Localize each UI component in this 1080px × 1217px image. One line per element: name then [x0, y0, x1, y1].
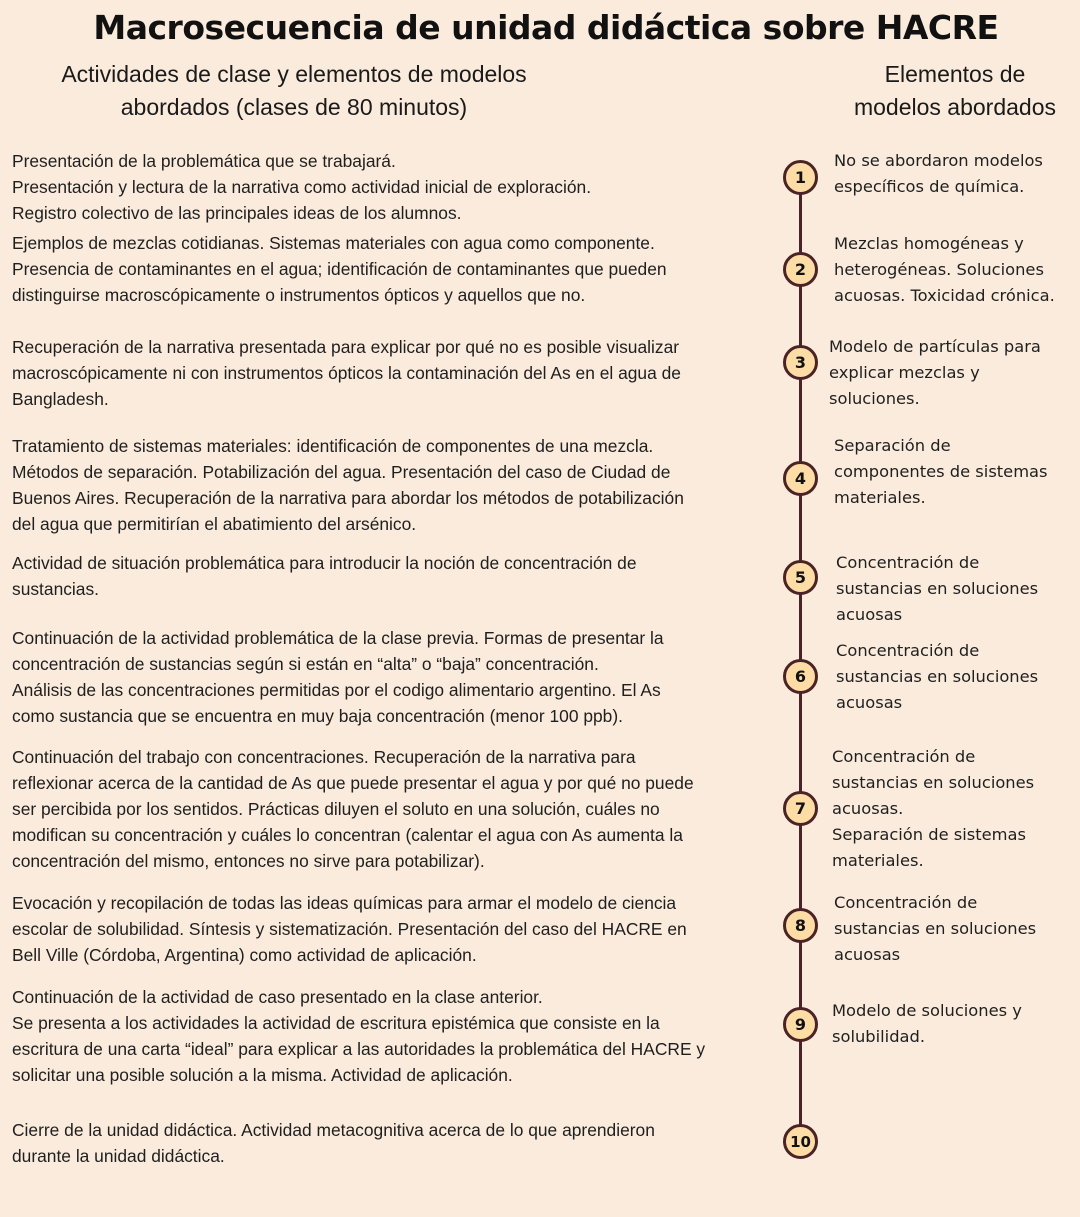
class-activity-7: Continuación del trabajo con concentraciones. Recuperación de la narrativa para reflexionar acerca de la cantidad de As que puede presentar el agua y por qué no puede ser percibida por los sentidos. Prácticas diluyen el soluto en una solución, cuáles no modifican su concentración y cuáles lo concentran (calentar el agua con As aumenta la concentración del mismo, entonces no sirve para potabilizar).	[12, 747, 694, 871]
class-number-badge-2: 2	[783, 252, 818, 287]
class-models-5: Concentración de sustancias en soluciones acuosas	[836, 553, 1039, 624]
activities-column-header: Actividades de clase y elementos de modelos abordados (clases de 80 minutos)	[61, 61, 527, 120]
class-activity-5: Actividad de situación problemática para introducir la noción de concentración de sustancias.	[12, 553, 637, 599]
class-models-6: Concentración de sustancias en soluciones acuosas	[836, 641, 1039, 712]
class-number-badge-7: 7	[783, 791, 818, 826]
class-models-1: No se abordaron modelos específicos de química.	[834, 151, 1043, 196]
class-models-9: Modelo de soluciones y solubilidad.	[832, 1001, 1022, 1046]
class-activity-9: Continuación de la actividad de caso presentado en la clase anterior. Se presenta a los actividades la actividad de escritura epistémica que consiste en la escritura de una carta “ideal” para explicar a las autoridades la problemática del HACRE y solicitar una posible solución a la misma. Actividad de aplicación.	[12, 987, 706, 1085]
class-activity-10: Cierre de la unidad didáctica. Actividad metacognitiva acerca de lo que aprendieron durante la unidad didáctica.	[12, 1120, 655, 1166]
class-activity-1: Presentación de la problemática que se trabajará. Presentación y lectura de la narrativa como actividad inicial de exploración. Registro colectivo de las principales ideas de los alumnos.	[12, 151, 592, 223]
class-activity-6: Continuación de la actividad problemática de la clase previa. Formas de presentar la concentración de sustancias según si están en “alta” o “baja” concentración. Análisis de las concentraciones permitidas por el codigo alimentario argentino. El As como sustancia que se encuentra en muy baja concentración (menor 100 ppb).	[12, 628, 664, 726]
class-number-badge-10: 10	[783, 1124, 818, 1159]
class-number-badge-5: 5	[783, 560, 818, 595]
class-activity-4: Tratamiento de sistemas materiales: identificación de componentes de una mezcla. Métodos de separación. Potabilización del agua. Presentación del caso de Ciudad de Buenos Aires. Recuperación de la narrativa para abordar los métodos de potabilización del agua que permitirían el abatimiento del arsénico.	[12, 436, 684, 534]
class-number-badge-9: 9	[783, 1007, 818, 1042]
class-number-badge-4: 4	[783, 461, 818, 496]
class-activity-2: Ejemplos de mezclas cotidianas. Sistemas materiales con agua como componente. Presencia de contaminantes en el agua; identificación de contaminantes que pueden distinguirse macroscópicamente o instrumentos ópticos y aquellos que no.	[12, 233, 667, 305]
class-number-badge-6: 6	[783, 659, 818, 694]
class-models-4: Separación de componentes de sistemas materiales.	[834, 436, 1048, 507]
class-number-badge-3: 3	[783, 345, 818, 380]
class-models-2: Mezclas homogéneas y heterogéneas. Soluciones acuosas. Toxicidad crónica.	[834, 234, 1055, 305]
class-models-3: Modelo de partículas para explicar mezclas y soluciones.	[829, 337, 1041, 408]
class-activity-8: Evocación y recopilación de todas las ideas químicas para armar el modelo de ciencia escolar de solubilidad. Síntesis y sistematización. Presentación del caso del HACRE en Bell Ville (Córdoba, Argentina) como actividad de aplicación.	[12, 893, 687, 965]
page-title: Macrosecuencia de unidad didáctica sobre HACRE	[93, 8, 999, 47]
timeline-line	[799, 170, 802, 1140]
class-models-7: Concentración de sustancias en soluciones acuosas. Separación de sistemas materiales.	[832, 747, 1035, 870]
class-number-badge-8: 8	[783, 908, 818, 943]
models-column-header: Elementos de modelos abordados	[853, 61, 1057, 120]
class-number-badge-1: 1	[783, 160, 818, 195]
class-activity-3: Recuperación de la narrativa presentada para explicar por qué no es posible visualizar macroscópicamente ni con instrumentos ópticos la contaminación del As en el agua de Bangladesh.	[12, 337, 681, 409]
class-models-8: Concentración de sustancias en soluciones acuosas	[834, 893, 1037, 964]
